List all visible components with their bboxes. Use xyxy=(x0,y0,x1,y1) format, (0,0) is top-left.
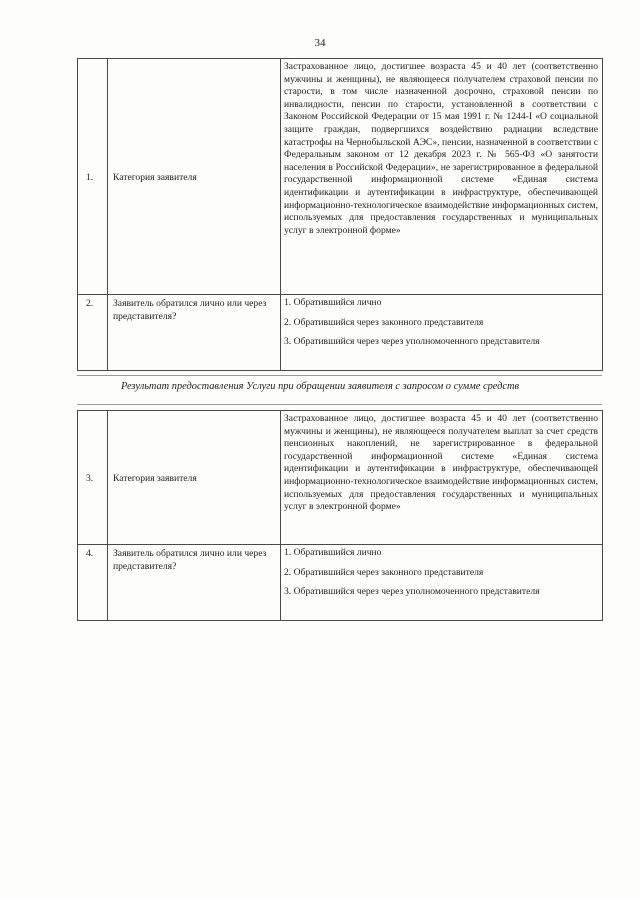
option-item: 2. Обратившийся через законного представителя xyxy=(284,316,484,328)
applicant-table-top xyxy=(77,58,603,371)
row-number: 1. xyxy=(78,59,108,295)
option-item: 1. Обратившийся лично xyxy=(284,547,382,558)
table-row xyxy=(78,295,603,371)
option-item: 3. Обратившийся через через уполномоченного представителя xyxy=(284,586,540,598)
applicant-table-bottom xyxy=(77,410,603,621)
row-label: Заявитель обратился лично или через представителя? xyxy=(108,545,281,621)
row-number: 2. xyxy=(78,295,108,371)
option-item: 1. Обратившийся лично xyxy=(284,297,382,308)
divider xyxy=(77,404,602,405)
row-label: Заявитель обратился лично или через представителя? xyxy=(108,295,281,371)
row-number: 4. xyxy=(78,545,108,621)
options-list xyxy=(281,545,603,621)
applicant-category-text: Застрахованное лицо, достигшее возраста 45 и 40 лет (соответственно мужчины и женщины), не являющееся получателем выплат за счет средств пенсионных накоплений, не зарегистрированное в федеральной государственной информационной системе «Единая система идентификации и аутентификации в инфраструктуре, обеспечивающей информационно-технологическое взаимодействие информационных систем, используемых для предоставления государственных и муниципальных услуг в электронной форме» xyxy=(281,411,603,545)
row-label: Категория заявителя xyxy=(108,59,281,295)
option-item: 3. Обратившийся через через уполномоченного представителя xyxy=(284,336,540,348)
options-list xyxy=(281,295,603,371)
applicant-category-text: Застрахованное лицо, достигшее возраста 45 и 40 лет (соответственно мужчины и женщины), не являющееся получателем страховой пенсии по старости, в том числе назначенной досрочно, страховой пенсии по инвалидности, пенсии по старости, установленной в соответствии с Законом Российской Федерации от 15 мая 1991 г. № 1244-I «О социальной защите граждан, подвергшихся воздействию радиации вследствие катастрофы на Чернобыльской АЭС», пенсии, назначенной в соответствии с Федеральным законом от 12 декабря 2023 г. № 565-ФЗ «О занятости населения в Российской Федерации», не зарегистрированное в федеральной государственной информационной системе «Единая система идентификации и аутентификации в инфраструктуре, обеспечивающей информационно-технологическое взаимодействие информационных систем, используемых для предоставления государственных и муниципальных услуг в электронной форме» xyxy=(281,59,603,295)
row-number: 3. xyxy=(78,411,108,545)
option-item: 2. Обратившийся через законного представителя xyxy=(284,566,484,578)
divider xyxy=(77,375,602,376)
table-row xyxy=(78,545,603,621)
page-number: 34 xyxy=(314,37,326,49)
table-row xyxy=(78,411,603,545)
table-row xyxy=(78,59,603,295)
section-heading: Результат предоставления Услуги при обращении заявителя с запросом о сумме средств xyxy=(120,381,520,392)
row-label: Категория заявителя xyxy=(108,411,281,545)
